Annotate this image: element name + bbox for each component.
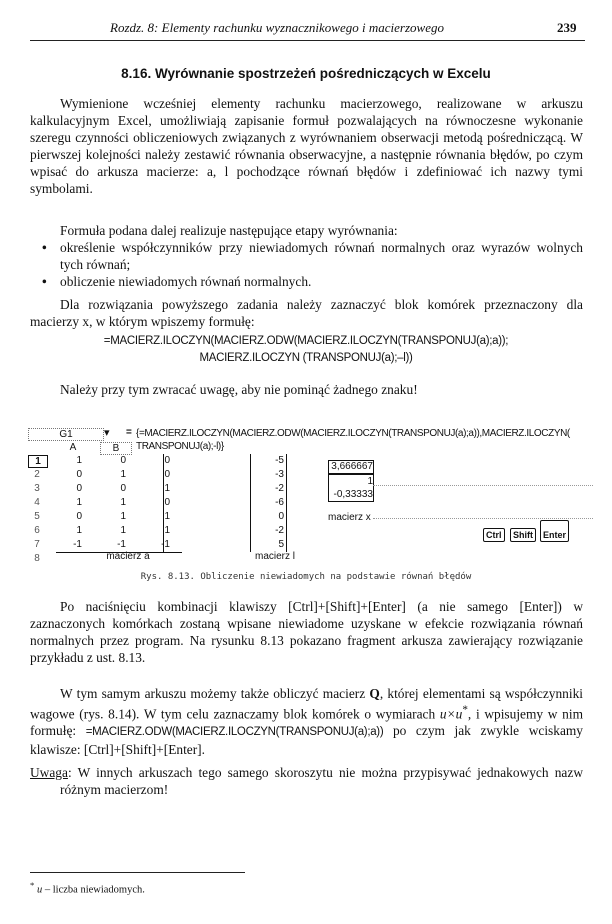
- row-header[interactable]: 1: [28, 455, 48, 468]
- footnote-rule: [30, 872, 245, 873]
- list-item: • określenie współczynników przy niewiadomych równań normalnych oraz wyrazów wolnych tych równań;: [30, 239, 583, 273]
- matrix-a-cell[interactable]: 0: [76, 511, 82, 522]
- list-item: • obliczenie niewiadomych równań normalnych.: [30, 273, 583, 290]
- dimension: u×u: [439, 706, 463, 722]
- formula-bar[interactable]: {=MACIERZ.ILOCZYN(MACIERZ.ODW(MACIERZ.ILOCZYN(TRANSPONUJ(a);a)),MACIERZ.ILOCZYN(: [136, 428, 570, 439]
- matrix-a-cell[interactable]: 1: [120, 511, 126, 522]
- row-header[interactable]: 5: [34, 511, 40, 522]
- matrix-x-cell[interactable]: 3,666667: [328, 460, 374, 474]
- name-box[interactable]: G1: [28, 428, 104, 441]
- dropdown-arrow-icon[interactable]: ▾: [104, 427, 110, 439]
- matrix-a-cell[interactable]: 1: [164, 525, 170, 536]
- matrix-a-cell[interactable]: 1: [164, 511, 170, 522]
- paragraph-stages: Formuła podana dalej realizuje następujące etapy wyrównania:: [60, 223, 398, 238]
- matrix-l-cell[interactable]: 0: [278, 511, 284, 522]
- matrix-a-cell[interactable]: -1: [161, 539, 170, 550]
- matrix-a-cell[interactable]: 1: [76, 455, 82, 466]
- matrix-l-cell[interactable]: -2: [275, 525, 284, 536]
- row-header[interactable]: 3: [34, 483, 40, 494]
- row-header[interactable]: 8: [34, 553, 40, 564]
- row-header[interactable]: 7: [34, 539, 40, 550]
- matrix-x-cell: -0,33333: [333, 489, 373, 500]
- label-matrix-a: macierz a: [106, 551, 150, 562]
- matrix-a-cell[interactable]: 0: [76, 483, 82, 494]
- matrix-a-cell[interactable]: 1: [76, 497, 82, 508]
- excel-figure: [28, 424, 598, 564]
- page-number: 239: [557, 20, 577, 35]
- footnote-var: u: [37, 884, 43, 896]
- matrix-l-border: [286, 454, 287, 552]
- matrix-a-cell[interactable]: 1: [120, 469, 126, 480]
- matrix-a-cell[interactable]: 0: [164, 497, 170, 508]
- grid-line: [373, 518, 593, 519]
- matrix-a-cell[interactable]: 0: [120, 455, 126, 466]
- matrix-a-cell[interactable]: 0: [164, 455, 170, 466]
- section-title: 8.16. Wyrównanie spostrzeżeń pośredniczących w Excelu: [121, 66, 491, 81]
- matrix-l-cell[interactable]: -6: [275, 497, 284, 508]
- paragraph-matrix-q: [30, 685, 583, 758]
- note-label: Uwaga: [30, 765, 68, 780]
- note-text: : W innych arkuszach tego samego skoroszytu nie można przypisywać jednakowych nazw różnym macierzom!: [60, 765, 583, 797]
- key-enter: Enter: [540, 520, 569, 542]
- matrix-a-border: [163, 454, 164, 552]
- footnote-mark: *: [30, 880, 35, 890]
- matrix-x-block[interactable]: [328, 474, 374, 502]
- row-header[interactable]: 6: [34, 525, 40, 536]
- col-header-b[interactable]: B: [100, 442, 132, 455]
- row-header[interactable]: 2: [34, 469, 40, 480]
- running-header: Rozdz. 8: Elementy rachunku wyznacznikowego i macierzowego: [110, 20, 444, 35]
- stages-list: [30, 239, 583, 290]
- formula-line-1: =MACIERZ.ILOCZYN(MACIERZ.ODW(MACIERZ.ILOCZYN(TRANSPONUJ(a);a));: [103, 335, 509, 347]
- matrix-a-cell[interactable]: -1: [73, 539, 82, 550]
- row-header[interactable]: 4: [34, 497, 40, 508]
- matrix-a-cell[interactable]: 1: [120, 525, 126, 536]
- formula-line-2: MACIERZ.ILOCZYN (TRANSPONUJ(a);–l)): [199, 352, 413, 364]
- paragraph-warning: Należy przy tym zwracać uwagę, aby nie pominąć żadnego znaku!: [60, 382, 418, 397]
- key-ctrl: Ctrl: [483, 528, 505, 542]
- matrix-l-cell[interactable]: -3: [275, 469, 284, 480]
- text: W tym samym arkuszu możemy także obliczyć macierz: [60, 686, 370, 701]
- inline-formula: =MACIERZ.ODW(MACIERZ.ILOCZYN(TRANSPONUJ(a);a)): [85, 726, 384, 739]
- paragraph-result: Po naciśnięciu kombinacji klawiszy [Ctrl]+[Shift]+[Enter] (a nie samego [Enter]) w zaznaczonych komórkach zostaną wpisane niewiadome uzyskane w efekcie rozwiązania równań normalnych przez program. Na rysunku 8.13 pokazano fragment arkusza zawierający rozwiązanie przykładu z ust. 8.13.: [30, 599, 583, 665]
- note: [30, 764, 583, 798]
- paragraph-block: Dla rozwiązania powyższego zadania należy zaznaczyć blok komórek przeznaczony dla macierzy x, w którym wpiszemy formułę:: [30, 297, 583, 329]
- matrix-l-cell[interactable]: 5: [278, 539, 284, 550]
- matrix-l-cell[interactable]: -5: [275, 455, 284, 466]
- footnote-ref: *: [462, 704, 468, 716]
- formula-bar-line-2: TRANSPONUJ(a);-l)}: [136, 441, 224, 452]
- matrix-a-cell[interactable]: 0: [164, 469, 170, 480]
- grid-line: [373, 485, 593, 486]
- matrix-a-cell[interactable]: 0: [120, 483, 126, 494]
- matrix-a-cell[interactable]: 1: [120, 497, 126, 508]
- col-header-a[interactable]: A: [69, 442, 77, 453]
- footnote: [30, 880, 145, 896]
- matrix-a-cell[interactable]: 1: [76, 525, 82, 536]
- footnote-text: – liczba niewiadomych.: [42, 884, 145, 896]
- matrix-a-cell[interactable]: 1: [164, 483, 170, 494]
- matrix-a-cell[interactable]: 0: [76, 469, 82, 480]
- text: po czym jak zwykle wciskamy klawisze: [Ctrl]+[Shift]+[Enter].: [30, 723, 583, 758]
- matrix-l-cell[interactable]: -2: [275, 483, 284, 494]
- figure-caption: Rys. 8.13. Obliczenie niewiadomych na podstawie równań błędów: [140, 572, 472, 582]
- paragraph-intro: Wymienione wcześniej elementy rachunku macierzowego, realizowane w arkuszu kalkulacyjnym Excel, umożliwiają zapisanie formuł pozwalających na równoczesne wykonanie szeregu czynności obliczeniowych związanych z wyrównaniem obserwacji metodą pośredniczącą. W pierwszej kolejności należy zestawić równania obserwacyjne, a następnie równania błędów, po czym wpisać do arkusza macierze: a, l pochodzące równań błędów i zdefiniować ich nazwy tymi symbolami.: [30, 96, 583, 196]
- matrix-l-border: [250, 454, 251, 552]
- label-matrix-l: macierz l: [254, 551, 295, 562]
- matrix-x-cell: 1: [367, 476, 373, 487]
- matrix-a-cell[interactable]: -1: [117, 539, 126, 550]
- header-rule: [30, 40, 585, 41]
- symbol-q: Q: [369, 686, 380, 701]
- text: , której elementami są współczynniki wagowe (rys. 8.14). W tym celu zaznaczamy blok komórek o wymiarach: [30, 686, 583, 722]
- label-matrix-x: macierz x: [328, 512, 371, 523]
- matrix-a-border: [56, 552, 182, 553]
- equals-sign: =: [126, 427, 132, 438]
- text: , i wpisujemy w nim formułę:: [30, 706, 583, 739]
- key-shift: Shift: [510, 528, 536, 542]
